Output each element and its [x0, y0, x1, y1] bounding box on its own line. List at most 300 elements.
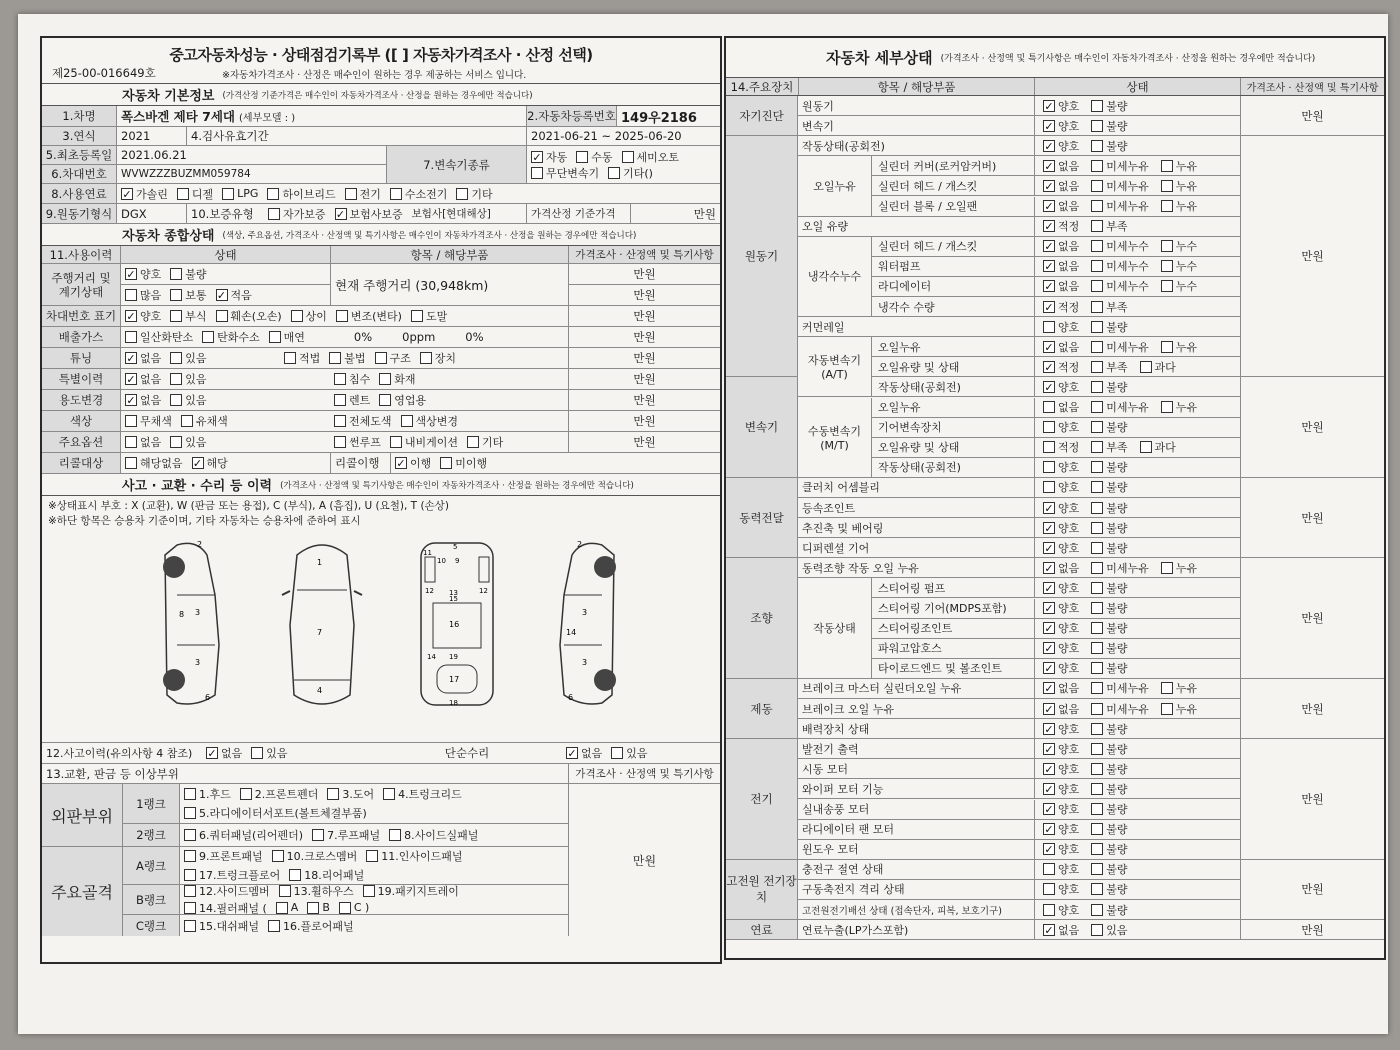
detail-item-label: 오일유량 및 상태 — [878, 441, 960, 455]
detail-item-label: 실린더 헤드 / 개스킷 — [878, 179, 978, 193]
detail-row — [872, 418, 1240, 438]
status-checkbox[interactable]: 양호 — [1043, 861, 1079, 877]
detail-item-label: 시동 모터 — [802, 762, 849, 776]
door-checkbox[interactable]: 3.도어 — [327, 786, 374, 802]
accident-none-checkbox[interactable]: ✓ 없음 — [207, 747, 243, 760]
detail-header: 자동차 세부상태 (가격조사 · 산정액 및 특기사항은 매수인이 자동차가격조사 · 산정을 원하는 경우에만 적습니다) — [726, 38, 1384, 78]
car-right-side-diagram — [542, 535, 642, 710]
pillar-a-checkbox[interactable]: A — [276, 901, 299, 914]
status-checkbox[interactable]: 누유 — [1161, 198, 1197, 214]
row-tuning: 튜닝 ✓ 없음 있음 적법 불법 구조 장치 만원 — [42, 348, 720, 369]
inside-panel-checkbox[interactable]: 11.인사이드패널 — [366, 848, 462, 864]
status-checkbox[interactable]: ✓ 없음 — [1044, 280, 1080, 294]
svg-text:11: 11 — [423, 549, 432, 557]
subgroup-oil: 오일누유 — [798, 156, 872, 216]
simple-repair-yes-checkbox[interactable]: 있음 — [611, 745, 647, 761]
price-elec: 만원 — [1240, 739, 1384, 860]
wheel-house-checkbox[interactable]: 13.휠하우스 — [279, 885, 354, 899]
status-checkbox[interactable]: ✓ 양호 — [1044, 662, 1080, 676]
status-checkbox[interactable]: 미세누유 — [1091, 560, 1149, 576]
svg-text:10: 10 — [437, 557, 446, 565]
current-mileage: 현재 주행거리 (30,948km) — [330, 264, 568, 305]
detail-row — [798, 860, 1240, 880]
status-checkbox[interactable]: 불량 — [1091, 781, 1127, 797]
detail-item-label: 브레이크 오일 누유 — [802, 702, 895, 716]
car-name: 폭스바겐 제타 7세대 — [121, 109, 236, 124]
simple-repair-none-checkbox[interactable]: ✓ 없음 — [567, 747, 603, 760]
detail-item-label: 원동기 — [802, 99, 834, 113]
detail-item-label: 타이로드엔드 및 볼조인트 — [878, 662, 1002, 676]
car-frame-diagram — [407, 535, 507, 710]
detail-row — [798, 900, 1240, 920]
fire-checkbox[interactable]: 화재 — [379, 371, 415, 387]
status-checkbox[interactable]: ✓ 양호 — [1044, 139, 1080, 153]
status-checkbox[interactable]: 양호 — [1043, 479, 1079, 495]
mileage-normal-checkbox[interactable]: 보통 — [170, 287, 206, 303]
status-checkbox[interactable]: ✓ 양호 — [1044, 602, 1080, 616]
status-checkbox[interactable]: 불량 — [1091, 580, 1127, 596]
detail-row — [798, 518, 1240, 538]
detail-row — [872, 639, 1240, 659]
fuel-other-checkbox[interactable]: 기타 — [456, 186, 492, 202]
detail-item-label: 스티어링조인트 — [878, 622, 953, 636]
hood-checkbox[interactable]: 1.후드 — [184, 786, 231, 802]
mileage-low-checkbox[interactable]: ✓ 적음 — [216, 288, 252, 302]
row-recall: 리콜대상 해당없음 ✓ 해당 리콜이행 ✓ 이행 미이행 — [42, 453, 720, 474]
fuel-electric-checkbox[interactable]: 전기 — [345, 186, 381, 202]
detail-row — [798, 317, 1240, 337]
detail-item-label: 라디에이터 — [878, 280, 932, 294]
navigation-checkbox[interactable]: 내비게이션 — [390, 434, 458, 450]
group-power: 동력전달 — [726, 478, 798, 558]
detail-item-label: 작동상태(공회전) — [878, 380, 961, 394]
detail-item-label: 오일유량 및 상태 — [878, 360, 960, 374]
status-checkbox[interactable]: 불량 — [1091, 861, 1127, 877]
status-checkbox[interactable]: 불량 — [1091, 600, 1127, 616]
status-checkbox[interactable]: 불량 — [1091, 479, 1127, 495]
tuning-legal-checkbox[interactable]: 적법 — [284, 350, 320, 366]
status-checkbox[interactable]: 불량 — [1091, 540, 1127, 556]
options-other-checkbox[interactable]: 기타 — [467, 434, 503, 450]
detail-row — [798, 759, 1240, 779]
car-top-view-diagram — [272, 535, 372, 710]
detail-item-label: 오일 유량 — [802, 220, 849, 234]
status-checkbox[interactable]: 누수 — [1161, 238, 1197, 254]
gas-hc-checkbox[interactable]: 탄화수소 — [202, 329, 260, 345]
status-checkbox[interactable]: 불량 — [1091, 801, 1127, 817]
group-engine: 원동기 — [726, 136, 798, 377]
svg-text:16: 16 — [449, 620, 460, 629]
trunk-floor-checkbox[interactable]: 17.트렁크플로어 — [184, 867, 280, 883]
service-note: ※자동차가격조사 · 산정은 매수인이 원하는 경우 제공하는 서비스 입니다. — [222, 70, 527, 81]
special-none-checkbox[interactable]: ✓ 없음 — [126, 373, 162, 386]
transmission-cvt-checkbox[interactable]: 무단변속기 — [531, 165, 599, 181]
price-brake: 만원 — [1240, 679, 1384, 739]
side-sill-checkbox[interactable]: 8.사이드실패널 — [389, 827, 478, 843]
model-year: 2021 — [116, 127, 186, 145]
vin-damage-checkbox[interactable]: 훼손(오손) — [216, 308, 282, 324]
front-panel-checkbox[interactable]: 9.프론트패널 — [184, 848, 263, 864]
status-checkbox[interactable]: 불량 — [1091, 741, 1127, 757]
vin-good-checkbox[interactable]: ✓ 양호 — [126, 310, 162, 323]
status-checkbox[interactable]: 누유 — [1161, 701, 1197, 717]
status-checkbox[interactable]: 과다 — [1140, 359, 1176, 375]
pillar-b-checkbox[interactable]: B — [307, 901, 330, 914]
status-checkbox[interactable]: 미세누수 — [1091, 278, 1149, 294]
vin-mismatch-checkbox[interactable]: 상이 — [291, 308, 327, 324]
detail-item-label: 와이퍼 모터 기능 — [802, 782, 884, 796]
status-checkbox[interactable]: 있음 — [1091, 922, 1127, 938]
front-fender-checkbox[interactable]: 2.프론트펜더 — [240, 786, 319, 802]
status-checkbox[interactable]: ✓ 적정 — [1044, 360, 1080, 374]
detail-item-label: 추진축 및 베어링 — [802, 521, 884, 535]
status-checkbox[interactable]: 누유 — [1161, 339, 1197, 355]
detail-item-label: 작동상태(공회전) — [878, 461, 961, 475]
side-member-checkbox[interactable]: 12.사이드멤버 — [184, 885, 270, 899]
status-checkbox[interactable]: 불량 — [1091, 841, 1127, 857]
svg-text:7: 7 — [317, 628, 323, 637]
transmission-other-checkbox[interactable]: 기타() — [608, 165, 653, 181]
summary-column-headers: 11.사용이력 상태 항목 / 해당부품 가격조사 · 산정액 및 특기사항 — [42, 246, 720, 264]
detail-row — [872, 357, 1240, 377]
status-checkbox[interactable]: ✓ 양호 — [1044, 823, 1080, 837]
svg-text:4: 4 — [317, 686, 323, 695]
status-checkbox[interactable]: 부족 — [1091, 218, 1127, 234]
rankA-row: A랭크 9.프론트패널 10.크로스멤버 11.인사이드패널 17.트렁크플로어 18.리어패널 — [123, 847, 568, 885]
recall-not-done-checkbox[interactable]: 미이행 — [440, 455, 487, 471]
status-checkbox[interactable]: 누유 — [1161, 158, 1197, 174]
svg-text:12: 12 — [479, 587, 488, 595]
status-checkbox[interactable]: ✓ 양호 — [1044, 541, 1080, 555]
svg-text:18: 18 — [449, 699, 458, 707]
full-paint-checkbox[interactable]: 전체도색 — [334, 413, 392, 429]
warranty-self-checkbox[interactable]: 자가보증 — [268, 206, 326, 222]
status-checkbox[interactable]: ✓ 없음 — [1044, 340, 1080, 354]
status-checkbox[interactable]: 누유 — [1161, 680, 1197, 696]
group-brake: 제동 — [726, 679, 798, 739]
subgroup-mt: 수동변속기 (M/T) — [798, 398, 872, 478]
status-checkbox[interactable]: 누유 — [1161, 178, 1197, 194]
usage-none-checkbox[interactable]: ✓ 없음 — [126, 394, 162, 407]
detail-item-label: 라디에이터 팬 모터 — [802, 823, 895, 837]
status-checkbox[interactable]: ✓ 없음 — [1044, 702, 1080, 716]
pillar-panel-checkbox[interactable]: 14.필러패널 ( — [184, 900, 267, 916]
detail-row — [872, 377, 1240, 397]
detail-row — [798, 739, 1240, 759]
status-checkbox[interactable]: 누유 — [1161, 560, 1197, 576]
detail-row — [872, 659, 1240, 679]
status-checkbox[interactable]: ✓ 양호 — [1044, 642, 1080, 656]
status-checkbox[interactable]: 불량 — [1091, 660, 1127, 676]
mileage-high-checkbox[interactable]: 많음 — [125, 287, 161, 303]
status-checkbox[interactable]: 양호 — [1043, 902, 1079, 918]
status-checkbox[interactable]: ✓ 없음 — [1044, 561, 1080, 575]
quarter-panel-checkbox[interactable]: 6.쿼터패널(리어펜더) — [184, 827, 303, 843]
status-checkbox[interactable]: 양호 — [1043, 459, 1079, 475]
tuning-device-checkbox[interactable]: 장치 — [420, 350, 456, 366]
detail-item-label: 스티어링 펌프 — [878, 581, 946, 595]
status-checkbox[interactable]: 불량 — [1091, 379, 1127, 395]
status-checkbox[interactable]: 미세누수 — [1091, 238, 1149, 254]
sunroof-checkbox[interactable]: 썬루프 — [334, 434, 381, 450]
detail-row — [798, 478, 1240, 498]
recall-done-checkbox[interactable]: ✓ 이행 — [396, 457, 432, 470]
dash-panel-checkbox[interactable]: 15.대쉬패널 — [184, 918, 259, 934]
group-trans: 변속기 — [726, 377, 798, 478]
svg-text:14: 14 — [566, 628, 577, 637]
options-none-checkbox[interactable]: 없음 — [125, 434, 161, 450]
color-achromatic-checkbox[interactable]: 무채색 — [125, 413, 172, 429]
detail-item-label: 워터펌프 — [878, 260, 921, 274]
document-number: 제25-00-016649호 — [52, 66, 156, 80]
first-registration-date: 2021.06.21 — [117, 146, 386, 165]
svg-text:2: 2 — [577, 540, 583, 549]
cross-member-checkbox[interactable]: 10.크로스멤버 — [272, 848, 358, 864]
pillar-c-checkbox[interactable]: C ) — [339, 901, 369, 914]
roof-panel-checkbox[interactable]: 7.루프패널 — [312, 827, 380, 843]
trunk-lid-checkbox[interactable]: 4.트렁크리드 — [383, 786, 462, 802]
detail-item-label: 오일누유 — [878, 340, 921, 354]
status-checkbox[interactable]: 부족 — [1091, 359, 1127, 375]
rent-checkbox[interactable]: 렌트 — [334, 392, 370, 408]
fuel-hydrogen-checkbox[interactable]: 수소전기 — [390, 186, 448, 202]
transmission-semi-checkbox[interactable]: 세미오토 — [622, 149, 680, 165]
tuning-illegal-checkbox[interactable]: 불법 — [329, 350, 365, 366]
status-checkbox[interactable]: 불량 — [1091, 902, 1127, 918]
floor-panel-checkbox[interactable]: 16.플로어패널 — [268, 918, 354, 934]
detail-row — [798, 820, 1240, 840]
detail-item-label: 스티어링 기어(MDPS포함) — [878, 602, 1007, 616]
flood-checkbox[interactable]: 침수 — [334, 371, 370, 387]
status-checkbox[interactable]: 없음 — [1043, 399, 1079, 415]
status-checkbox[interactable]: 누수 — [1161, 278, 1197, 294]
detail-row — [872, 176, 1240, 196]
group-fuel: 연료 — [726, 920, 798, 940]
radiator-support-checkbox[interactable]: 5.라디에이터서포트(볼트체결부품) — [184, 805, 367, 821]
detail-item-label: 등속조인트 — [802, 501, 856, 515]
status-checkbox[interactable]: ✓ 양호 — [1044, 380, 1080, 394]
status-checkbox[interactable]: ✓ 양호 — [1044, 742, 1080, 756]
recall-applicable-checkbox[interactable]: ✓ 해당 — [192, 457, 228, 470]
status-checkbox[interactable]: 미세누유 — [1091, 701, 1149, 717]
gas-smoke-checkbox[interactable]: 매연 — [269, 329, 305, 345]
status-checkbox[interactable]: ✓ 적정 — [1044, 300, 1080, 314]
detail-row — [798, 217, 1240, 237]
status-checkbox[interactable]: ✓ 양호 — [1044, 119, 1080, 133]
status-checkbox[interactable]: ✓ 양호 — [1044, 622, 1080, 636]
status-checkbox[interactable]: 부족 — [1091, 299, 1127, 315]
status-checkbox[interactable]: ✓ 양호 — [1044, 803, 1080, 817]
rear-panel-checkbox[interactable]: 18.리어패널 — [289, 867, 364, 883]
detail-row — [798, 880, 1240, 900]
status-checkbox[interactable]: 미세누유 — [1091, 339, 1149, 355]
detail-item-label: 발전기 출력 — [802, 742, 859, 756]
status-checkbox[interactable]: ✓ 없음 — [1044, 923, 1080, 937]
status-checkbox[interactable]: 불량 — [1091, 821, 1127, 837]
price-steer: 만원 — [1240, 558, 1384, 679]
detail-row — [872, 257, 1240, 277]
special-yes-checkbox[interactable]: 있음 — [170, 371, 206, 387]
mileage-bad-checkbox[interactable]: 불량 — [170, 266, 206, 282]
detail-item-label: 브레이크 마스터 실린더오일 누유 — [802, 682, 962, 696]
detail-item-label: 변속기 — [802, 119, 834, 133]
status-checkbox[interactable]: 양호 — [1043, 881, 1079, 897]
status-checkbox[interactable]: 불량 — [1091, 640, 1127, 656]
right-page — [724, 36, 1386, 960]
status-checkbox[interactable]: 과다 — [1140, 439, 1176, 455]
parts-table: 외판부위 주요골격 1랭크 1.후드 2.프론트펜더 3.도어 4.트렁크리드 5.라디에이터서포트(볼트체결부품) 2랭크 6.쿼터패널(리어펜더) 7.루프패널 8.사이드실패널 A랭크 9.프론트패널 10.크로스멤버 11.인사이드패널 17.트렁크플로어 18.리어패널 B랭크 12.사이드멤버 13.휠하우스 19.패키지트레이 14.필러패널 ( A B C ) C랭크 15.대쉬패널 16.플로어패널 만원 — [42, 784, 720, 936]
status-checkbox[interactable]: 누유 — [1161, 399, 1197, 415]
price-engine: 만원 — [1240, 136, 1384, 377]
detail-item-label: 고전원전기배선 상태 (접속단자, 피복, 보호기구) — [802, 905, 1002, 917]
color-change-checkbox[interactable]: 색상변경 — [401, 413, 459, 429]
detail-item-label: 구동축전지 격리 상태 — [802, 883, 905, 897]
detail-row — [798, 779, 1240, 799]
legend: ※상태표시 부호 : X (교환), W (판금 또는 용접), C (부식), A (흠집), U (요철), T (손상) ※하단 항목은 승용차 기준이며, 기타 자동차는 승용차에 준하여 표시 — [48, 500, 449, 527]
row-emission: 배출가스 일산화탄소 탄화수소 매연 0% 0ppm 0% 만원 — [42, 327, 720, 348]
car-left-side-diagram — [137, 535, 237, 710]
status-checkbox[interactable]: 불량 — [1091, 419, 1127, 435]
mileage-good-checkbox[interactable]: ✓ 양호 — [126, 267, 162, 281]
tuning-yes-checkbox[interactable]: 있음 — [170, 350, 206, 366]
fuel-hybrid-checkbox[interactable]: 하이브리드 — [267, 186, 335, 202]
transmission-manual-checkbox[interactable]: 수동 — [576, 149, 612, 165]
gas-co-checkbox[interactable]: 일산화탄소 — [125, 329, 193, 345]
vin: WVWZZZBUZMM059784 — [121, 167, 251, 180]
row-first-registration: 5.최초등록일 6.차대번호 2021.06.21 WVWZZZBUZMM059784 7.변속기종류 ✓ 자동 수동 세미오토 무단변속기 기타() — [42, 146, 720, 184]
transmission-options — [526, 146, 720, 183]
detail-item-label: 커먼레일 — [802, 320, 845, 334]
engine-type: DGX — [116, 204, 186, 223]
fuel-gasoline-checkbox[interactable]: ✓ 가솔린 — [122, 187, 168, 201]
status-checkbox[interactable]: 불량 — [1091, 881, 1127, 897]
status-checkbox[interactable]: 미세누유 — [1091, 198, 1149, 214]
detail-row — [798, 116, 1240, 136]
detail-item-label: 실린더 헤드 / 개스킷 — [878, 240, 978, 254]
status-checkbox[interactable]: 불량 — [1091, 319, 1127, 335]
status-checkbox[interactable]: ✓ 양호 — [1044, 99, 1080, 113]
svg-text:2: 2 — [197, 540, 203, 549]
group-steer: 조향 — [726, 558, 798, 679]
detail-item-label: 실린더 커버(로커암커버) — [878, 159, 997, 173]
status-checkbox[interactable]: 불량 — [1091, 500, 1127, 516]
options-yes-checkbox[interactable]: 있음 — [170, 434, 206, 450]
document-header — [42, 38, 720, 84]
price-fuel: 만원 — [1240, 920, 1384, 940]
detail-row — [798, 699, 1240, 719]
warranty-insurer-checkbox[interactable]: ✓ 보험사보증 — [335, 207, 403, 221]
fuel-options — [116, 184, 720, 203]
status-checkbox[interactable]: 미세누유 — [1091, 680, 1149, 696]
document-title: 중고자동차성능 · 상태점검기록부 ([ ] 자동차가격조사 · 산정 선택) — [169, 46, 593, 64]
status-checkbox[interactable]: ✓ 없음 — [1044, 159, 1080, 173]
detail-item-label: 오일누유 — [878, 401, 921, 415]
color-chromatic-checkbox[interactable]: 유채색 — [181, 413, 228, 429]
status-checkbox[interactable]: 미세누유 — [1091, 399, 1149, 415]
detail-row — [872, 297, 1240, 317]
detail-row — [872, 578, 1240, 598]
package-tray-checkbox[interactable]: 19.패키지트레이 — [363, 885, 459, 899]
status-checkbox[interactable]: ✓ 양호 — [1044, 521, 1080, 535]
row-year: 3.연식 2021 4.검사유효기간 2021-06-21 ~ 2025-06-20 — [42, 127, 720, 146]
detail-row — [872, 197, 1240, 217]
status-checkbox[interactable]: 불량 — [1091, 98, 1127, 114]
svg-text:15: 15 — [449, 595, 458, 603]
status-checkbox[interactable]: 부족 — [1091, 439, 1127, 455]
svg-text:13: 13 — [449, 589, 458, 597]
status-checkbox[interactable]: ✓ 양호 — [1044, 843, 1080, 857]
status-checkbox[interactable]: 불량 — [1091, 118, 1127, 134]
status-checkbox[interactable]: 미세누유 — [1091, 178, 1149, 194]
status-checkbox[interactable]: ✓ 적정 — [1044, 220, 1080, 234]
status-checkbox[interactable]: ✓ 없음 — [1044, 682, 1080, 696]
detail-row — [798, 96, 1240, 116]
status-checkbox[interactable]: 불량 — [1091, 520, 1127, 536]
status-checkbox[interactable]: 미세누유 — [1091, 158, 1149, 174]
status-checkbox[interactable]: ✓ 없음 — [1044, 260, 1080, 274]
rank1-row: 1랭크 1.후드 2.프론트펜더 3.도어 4.트렁크리드 5.라디에이터서포트(볼트체결부품) — [123, 784, 568, 824]
status-checkbox[interactable]: 적정 — [1043, 439, 1079, 455]
status-checkbox[interactable]: 불량 — [1091, 620, 1127, 636]
detail-row — [872, 237, 1240, 257]
status-checkbox[interactable]: ✓ 양호 — [1044, 722, 1080, 736]
row-engine: 9.원동기형식 DGX 10.보증유형 자가보증 ✓ 보험사보증 보험사[현대해상] 가격산정 기준가격 만원 — [42, 204, 720, 224]
recall-na-checkbox[interactable]: 해당없음 — [125, 455, 183, 471]
status-checkbox[interactable]: 불량 — [1091, 721, 1127, 737]
status-checkbox[interactable]: 불량 — [1091, 761, 1127, 777]
row-usage-change: 용도변경 ✓ 없음 있음 렌트 영업용 만원 — [42, 390, 720, 411]
detail-item-label: 파워고압호스 — [878, 642, 942, 656]
svg-text:5: 5 — [453, 543, 458, 551]
vin-altered-checkbox[interactable]: 변조(변타) — [336, 308, 402, 324]
fuel-diesel-checkbox[interactable]: 디젤 — [177, 186, 213, 202]
row-options: 주요옵션 없음 있음 썬루프 내비게이션 기타 만원 — [42, 432, 720, 453]
status-checkbox[interactable]: ✓ 없음 — [1044, 179, 1080, 193]
status-checkbox[interactable]: ✓ 양호 — [1044, 501, 1080, 515]
status-checkbox[interactable]: 양호 — [1043, 319, 1079, 335]
vin-corrosion-checkbox[interactable]: 부식 — [170, 308, 206, 324]
detail-row — [798, 558, 1240, 578]
status-checkbox[interactable]: 불량 — [1091, 459, 1127, 475]
tuning-none-checkbox[interactable]: ✓ 없음 — [126, 352, 162, 365]
detail-item-label: 동력조향 작동 오일 누유 — [802, 561, 919, 575]
status-checkbox[interactable]: 미세누수 — [1091, 258, 1149, 274]
transmission-auto-checkbox[interactable]: ✓ 자동 — [532, 150, 568, 164]
detail-item-label: 클러치 어셈블리 — [802, 481, 880, 495]
fuel-lpg-checkbox[interactable]: LPG — [222, 187, 258, 200]
row-vin-marking: 차대번호 표기 ✓ 양호 부식 훼손(오손) 상이 변조(변타) 도말 만원 — [42, 306, 720, 327]
detail-item-label: 실내송풍 모터 — [802, 803, 870, 817]
status-checkbox[interactable]: 불량 — [1091, 138, 1127, 154]
status-checkbox[interactable]: ✓ 양호 — [1044, 581, 1080, 595]
commercial-checkbox[interactable]: 영업용 — [379, 392, 426, 408]
status-checkbox[interactable]: 양호 — [1043, 419, 1079, 435]
status-checkbox[interactable]: ✓ 양호 — [1044, 782, 1080, 796]
tuning-structure-checkbox[interactable]: 구조 — [375, 350, 411, 366]
usage-yes-checkbox[interactable]: 있음 — [170, 392, 206, 408]
basic-info-header: 자동차 기본정보 (가격산정 기준가격은 매수인이 자동차가격조사 · 산정을 원하는 경우에만 적습니다) — [42, 84, 720, 106]
status-checkbox[interactable]: ✓ 없음 — [1044, 240, 1080, 254]
accident-yes-checkbox[interactable]: 있음 — [251, 745, 287, 761]
insurer-name: 보험사[현대해상] — [411, 208, 491, 220]
svg-text:14: 14 — [427, 653, 436, 661]
status-checkbox[interactable]: ✓ 양호 — [1044, 762, 1080, 776]
rank2-row: 2랭크 6.쿼터패널(리어펜더) 7.루프패널 8.사이드실패널 — [123, 824, 568, 847]
status-checkbox[interactable]: 누수 — [1161, 258, 1197, 274]
status-checkbox[interactable]: ✓ 없음 — [1044, 200, 1080, 214]
svg-text:6: 6 — [205, 693, 211, 702]
vin-smeared-checkbox[interactable]: 도말 — [411, 308, 447, 324]
